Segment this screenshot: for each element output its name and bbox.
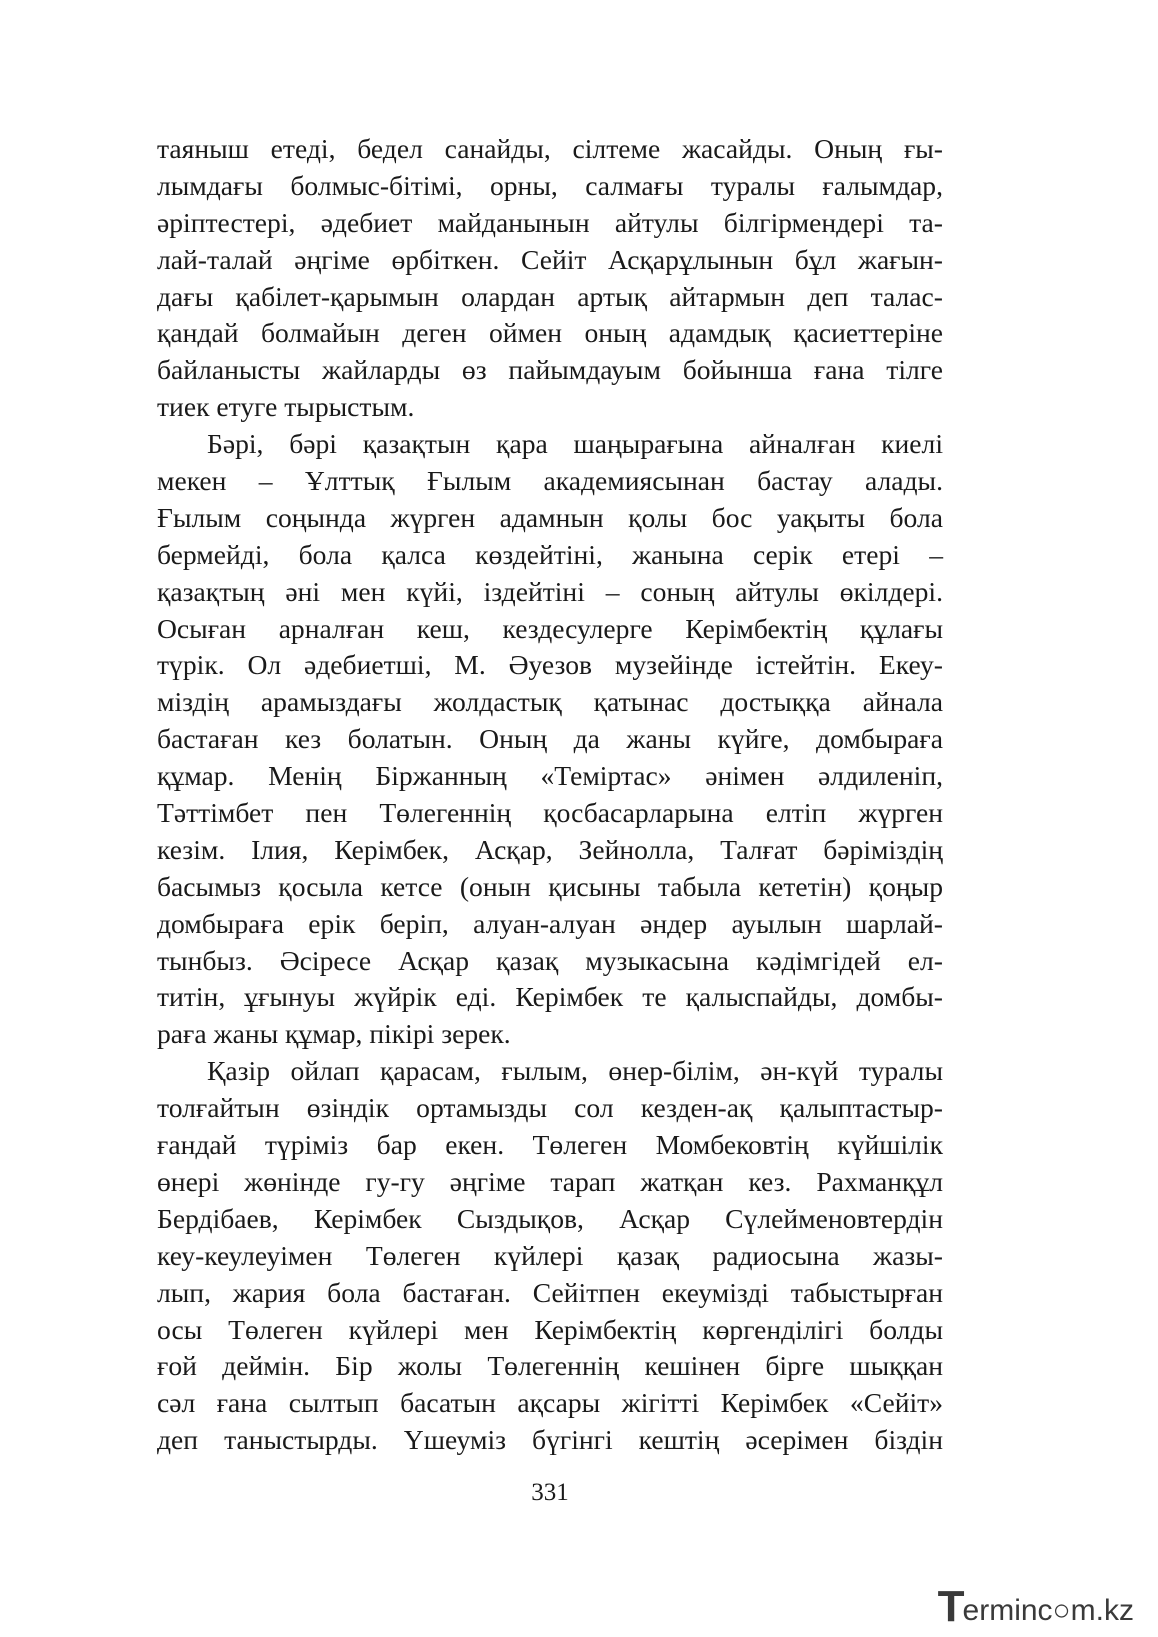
text-line: толғайтын өзіндік ортамызды сол кезден-ақ қалыптастыр- [157, 1092, 943, 1124]
watermark-initial: T [937, 1582, 965, 1631]
text-line: тиек етуге тырыстым. [157, 391, 415, 423]
text-line: басымыз қосыла кетсе (онын қисыны табыла кететін) қоңыр [157, 870, 943, 902]
text-line: лымдағы болмыс-бітімі, орны, салмағы туралы ғалымдар, [157, 169, 943, 201]
text-line: Тәттімбет пен Төлегеннің қосбасарларына елтіп жүрген [157, 797, 943, 829]
text-line: домбыраға ерік беріп, алуан-алуан әндер ауылын шарлай- [157, 907, 943, 939]
text-line: Бердібаев, Керімбек Сыздықов, Асқар Сүлейменовтердін [157, 1202, 943, 1234]
text-line: раға жаны құмар, пікірі зерек. [157, 1018, 511, 1050]
text-line: түрік. Ол әдебиетші, М. Әуезов музейінде істейтін. Екеу- [157, 649, 943, 681]
text-line: титін, ұғынуы жүйрік еді. Керімбек те қалыспайды, домбы- [157, 981, 943, 1013]
text-line: тынбыз. Әсіресе Асқар қазақ музыкасына кәдімгідей ел- [157, 944, 943, 976]
text-line: міздің арамыздағы жолдастық қатынас достыққа айнала [157, 686, 943, 718]
text-line: мекен – Ұлттық Ғылым академиясынан бастау алады. [157, 465, 943, 497]
text-line: Осыған арналған кеш, кездесулерге Керімбектің құлағы [157, 612, 943, 644]
text-line: құмар. Менің Біржанның «Теміртас» әнімен әлдиленіп, [157, 760, 943, 792]
text-line: таяныш етеді, бедел санайды, сілтеме жасайды. Оның ғы- [157, 133, 943, 164]
text-line: Ғылым соңында жүрген адамнын қолы бос уақыты бола [157, 501, 943, 533]
text-line: лып, жария бола бастаған. Сейітпен екеумізді табыстырған [157, 1276, 943, 1308]
text-line: кеу-кеулеуімен Төлеген күйлері қазақ радиосына жазы- [157, 1239, 943, 1271]
page-number: 331 [531, 1479, 569, 1506]
text-line: сәл ғана сылтып басатын ақсары жігітті Керімбек «Сейіт» [157, 1387, 943, 1419]
text-line: деп таныстырды. Үшеуміз бүгінгі кештің әсерімен біздін [157, 1424, 943, 1456]
text-line: өнері жөнінде гу-гу әңгіме тарап жатқан кез. Рахманқұл [157, 1165, 943, 1197]
text-line: қазақтың әні мен күйі, іздейтіні – соның айтулы өкілдері. [157, 575, 943, 607]
text-line: Бәрі, бәрі қазақтын қара шаңырағына айналған киелі [207, 428, 943, 460]
watermark-text: erminc○m.kz [962, 1594, 1134, 1627]
site-watermark [938, 1573, 1134, 1629]
text-line: лай-талай әңгіме өрбіткен. Сейіт Асқарұлынын бұл жағын- [157, 243, 943, 275]
text-line: кезім. Ілия, Керімбек, Асқар, Зейнолла, Талғат бәріміздің [157, 833, 943, 865]
page-body [157, 131, 943, 1459]
text-line: ғой деймін. Бір жолы Төлегеннің кешінен бірге шыққан [157, 1350, 943, 1382]
text-line: қандай болмайын деген оймен оның адамдық қасиеттеріне [157, 317, 943, 349]
text-line: бастаған кез болатын. Оның да жаны күйге, домбыраға [157, 723, 943, 755]
text-line: Қазір ойлап қарасам, ғылым, өнер-білім, ән-күй туралы [207, 1055, 943, 1087]
text-line: ғандай түріміз бар екен. Төлеген Момбековтің күйшілік [157, 1129, 943, 1161]
text-line: дағы қабілет-қарымын олардан артық айтармын деп талас- [157, 280, 943, 312]
text-line: осы Төлеген күйлері мен Керімбектің көргенділігі болды [157, 1313, 943, 1345]
text-line: бермейді, бола қалса көздейтіні, жанына серік етері – [157, 538, 943, 570]
text-line: байланысты жайларды өз пайымдауым бойынша ғана тілге [157, 354, 943, 386]
text-line: әріптестері, әдебиет майданынын айтулы білгірмендері та- [157, 206, 943, 238]
